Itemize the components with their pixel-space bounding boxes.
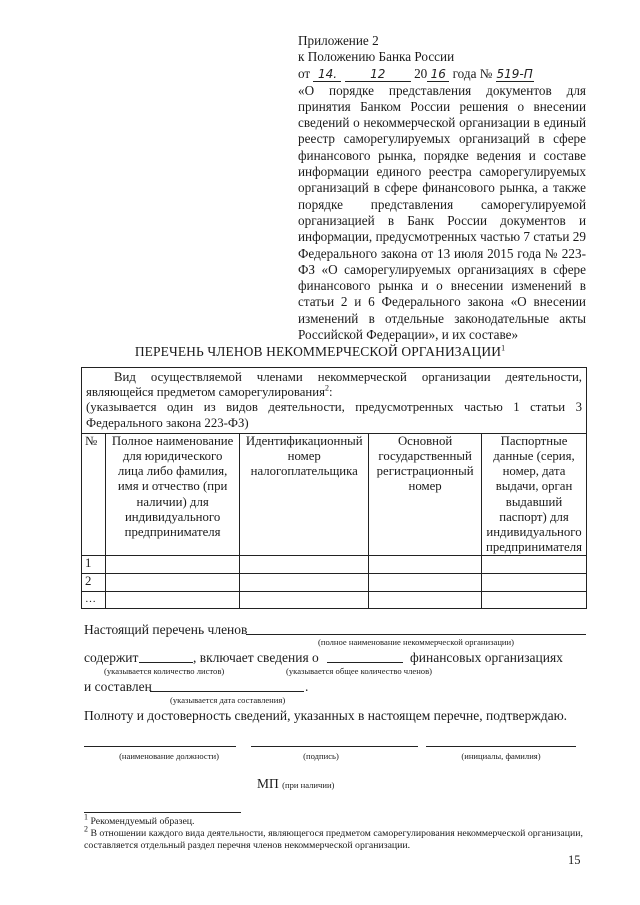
footnote-ref-2: 2 [325, 383, 330, 393]
seal-label: МП (при наличии) [257, 776, 335, 791]
position-caption: (наименование должности) [119, 751, 219, 761]
activity-label: Вид осуществляемой членами некоммерческой организации деятельности, являющейся предметом саморегулирования$^2$: [86, 370, 582, 400]
col-inn: Идентификационный номер налогоплательщика [240, 433, 369, 556]
date-number-line: от 14. 12 20 16 года № 519-П [298, 65, 533, 81]
date-caption: (указывается дата составления) [170, 695, 286, 705]
page-number: 15 [568, 853, 581, 867]
table-row: 1 [82, 556, 587, 574]
date-month: 12 [370, 66, 386, 81]
col-passport: Паспортные данные (серия, номер, дата выдачи, орган выдавший паспорт) для индивидуального предпринимателя [482, 433, 587, 556]
table-row: … [82, 592, 587, 608]
regulation-title: «О порядке представления документов для принятия Банком России решения о внесении сведений о некоммерческой организации в единый реестр саморегулируемых организаций в сфере финансового рынка, порядке ведения и составе информации единого реестра саморегулируемых организаций в сфере финансового рынка, а также порядке представления саморегулируемой организацией в Банк России документов и информации, предусмотренных частью 7 статьи 29 Федерального закона от 13 июля 2015 года № 223-ФЗ «О саморегулируемых организациях в сфере финансового рынка и о внесении изменений в статьи 2 и 6 Федерального закона «О внесении изменений в отдельные законодательные акты Российской Федерации», и их составе» [298, 82, 586, 343]
signature-caption: (подпись) [303, 751, 339, 761]
members-caption: (указывается общее количество членов) [286, 666, 433, 676]
confirm-text: Полноту и достоверность сведений, указанных в настоящем перечне, подтверждаю. [84, 708, 568, 723]
signature-field[interactable] [251, 746, 418, 747]
regulation-ref: к Положению Банка России [298, 49, 455, 65]
sheets-caption: (указывается количество листов) [104, 666, 225, 676]
contains-label: содержит [84, 650, 139, 665]
appendix-label: Приложение 2 [298, 33, 379, 48]
date-day: 14. [317, 66, 338, 81]
name-caption: (инициалы, фамилия) [461, 751, 541, 761]
members-table [81, 367, 587, 609]
appendix-header [298, 33, 586, 343]
compiled-label: и составлен [84, 679, 152, 694]
sheets-field[interactable] [139, 662, 193, 663]
footnote-divider [84, 812, 241, 813]
date-field[interactable] [150, 691, 304, 692]
includes-label: , включает сведения о [193, 650, 319, 665]
table-row: 2 [82, 574, 587, 592]
activity-hint: (указывается один из видов деятельности, предусмотренных частью 1 статьи 3 Федерального закона 223-ФЗ) [86, 400, 582, 430]
footnotes [84, 812, 584, 853]
doc-number: 519-П [496, 66, 533, 81]
org-name-field[interactable] [246, 634, 586, 635]
page-title: ПЕРЕЧЕНЬ ЧЛЕНОВ НЕКОММЕРЧЕСКОЙ ОРГАНИЗАЦИИ$^1$ [134, 343, 506, 359]
header-row [82, 433, 587, 556]
date-year: 16 [430, 66, 446, 81]
position-field[interactable] [84, 746, 236, 747]
footnote-1: $^1$ Рекомендуемый образец. [84, 812, 195, 827]
members-count-field[interactable] [327, 662, 403, 663]
activity-row [82, 368, 587, 434]
list-prefix: Настоящий перечень членов [84, 622, 248, 637]
col-full-name: Полное наименование для юридического лица либо фамилия, имя и отчество (при наличии) для индивидуального предпринимателя [105, 433, 239, 556]
org-name-caption: (полное наименование некоммерческой организации) [318, 637, 514, 647]
footnote-2: $^2$ В отношении каждого вида деятельности, являющегося предметом саморегулирования некоммерческой организации, составляется отдельный раздел перечня членов некоммерческой организации. [84, 824, 583, 852]
name-field[interactable] [426, 746, 576, 747]
col-ogrn: Основной государственный регистрационный номер [369, 433, 482, 556]
col-number: № [82, 433, 106, 556]
footnote-ref-1: 1 [501, 343, 506, 353]
fin-orgs-label: финансовых организациях [410, 650, 563, 665]
